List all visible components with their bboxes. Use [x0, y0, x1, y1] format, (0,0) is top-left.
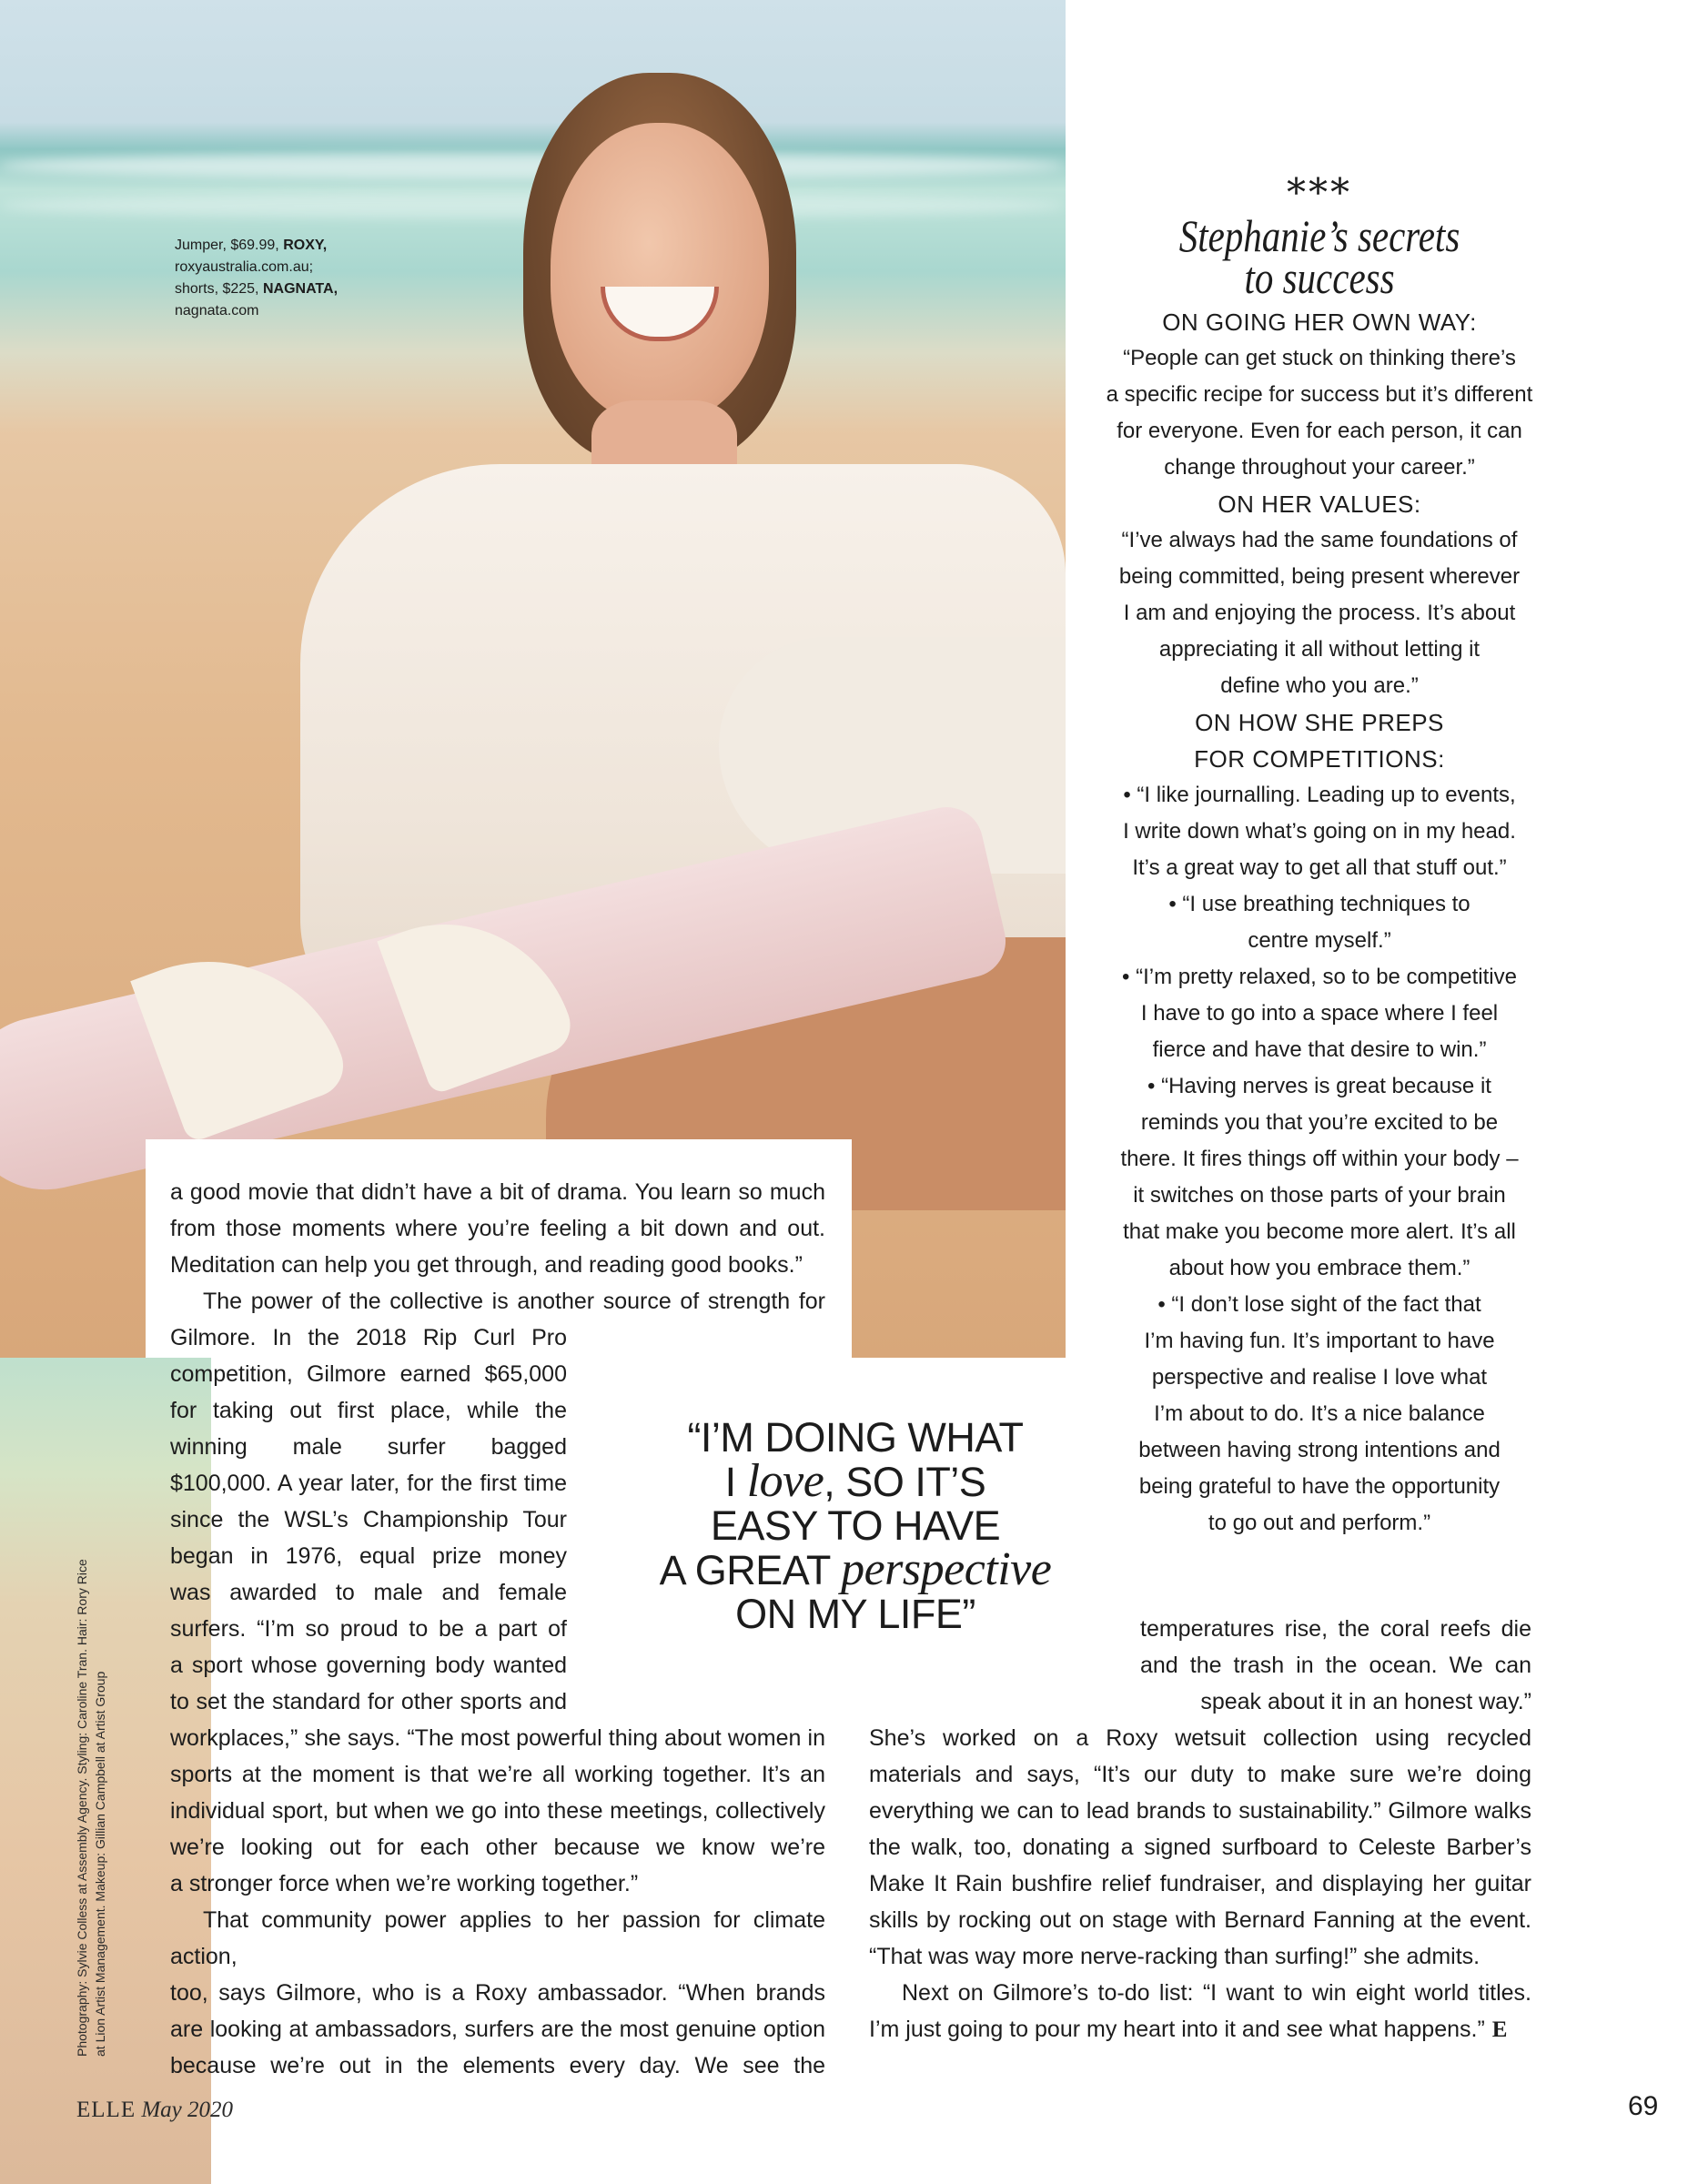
caption-text: roxyaustralia.com.au;: [175, 259, 314, 275]
body-line: a sport whose governing body wanted: [170, 1653, 567, 1678]
pull-quote-line: “I’M DOING WHAT: [687, 1414, 1024, 1461]
sidebar-line: I’m having fun. It’s important to have: [1144, 1329, 1495, 1353]
end-mark: E: [1491, 2017, 1508, 2042]
body-line: individual sport, but when we go into these meetings, collectively: [170, 1798, 825, 1824]
body-line: winning male surfer bagged: [170, 1434, 567, 1460]
sidebar-line: there. It fires things off within your body –: [1120, 1147, 1519, 1171]
sidebar-line: to go out and perform.”: [1208, 1511, 1431, 1535]
model-face: [551, 123, 769, 423]
body-line: a good movie that didn’t have a bit of drama. You learn so much: [170, 1179, 825, 1205]
body-line: materials and says, “It’s our duty to make sure we’re doing: [869, 1762, 1531, 1787]
sidebar-paragraph: [1092, 340, 1547, 486]
sidebar-line: It’s a great way to get all that stuff out.”: [1132, 855, 1507, 880]
body-line: everything we can to lead brands to sustainability.” Gilmore walks: [869, 1798, 1531, 1824]
body-line: Gilmore. In the 2018 Rip Curl Pro: [170, 1325, 567, 1350]
body-line: we’re looking out for each other because we know we’re: [170, 1835, 825, 1860]
caption-brand: ROXY,: [283, 238, 328, 253]
body-line: surfers. “I’m so proud to be a part of: [170, 1616, 567, 1642]
sidebar-line: reminds you that you’re excited to be: [1140, 1110, 1499, 1135]
caption-text: Jumper, $69.99,: [175, 238, 284, 253]
sidebar-line: a specific recipe for success but it’s different: [1106, 382, 1533, 407]
body-line: I’m just going to pour my heart into it and see what happens.” E: [869, 2017, 1508, 2042]
sidebar-line: being committed, being present wherever: [1118, 564, 1521, 589]
body-line: since the WSL’s Championship Tour: [170, 1507, 567, 1532]
body-line: was awarded to male and female: [170, 1580, 567, 1605]
issue-date: May 2020: [141, 2098, 234, 2122]
body-line: temperatures rise, the coral reefs die: [1140, 1616, 1531, 1642]
magazine-brand: ELLE: [76, 2098, 136, 2122]
sidebar-line: I write down what’s going on in my head.: [1123, 819, 1516, 844]
body-column-left-narrow: [170, 1320, 567, 1720]
sidebar-line: I am and enjoying the process. It’s about: [1123, 601, 1516, 625]
sidebar-line: it switches on those parts of your brain: [1133, 1183, 1506, 1208]
sidebar-line: • “I’m pretty relaxed, so to be competitive: [1122, 965, 1517, 989]
sidebar-line: I have to go into a space where I feel: [1140, 1001, 1499, 1026]
body-line: for taking out first place, while the: [170, 1398, 567, 1423]
pull-quote-text: A GREAT: [659, 1547, 842, 1593]
body-line: too, says Gilmore, who is a Roxy ambassador. “When brands: [170, 1980, 825, 2006]
secrets-sidebar: [1092, 170, 1547, 1542]
sidebar-title-line: to success: [1244, 252, 1395, 303]
body-line: sports at the moment is that we’re all working together. It’s an: [170, 1762, 825, 1787]
pull-quote-line: EASY TO HAVE: [710, 1502, 1001, 1549]
sidebar-title: [1133, 210, 1506, 303]
sidebar-line: • “I like journalling. Leading up to events,: [1123, 783, 1516, 807]
body-column-left-top: [170, 1174, 825, 1320]
pull-quote-emphasis: perspective: [841, 1543, 1052, 1595]
pull-quote-line: [655, 1543, 1056, 1595]
body-line: The power of the collective is another source of strength for: [203, 1289, 825, 1314]
photo-credits: [73, 1547, 109, 2057]
sidebar-stars: ***: [1287, 170, 1352, 215]
body-line: That community power applies to her passion for climate action,: [170, 1907, 825, 1969]
body-line: to set the standard for other sports and: [170, 1689, 567, 1714]
pull-quote-text: , SO IT’S: [824, 1459, 986, 1505]
sidebar-line: fierce and have that desire to win.”: [1152, 1037, 1487, 1062]
sidebar-heading-line: FOR COMPETITIONS:: [1194, 745, 1445, 773]
sidebar-heading: [1092, 704, 1547, 777]
body-line: speak about it in an honest way.”: [1200, 1689, 1531, 1714]
caption-brand: NAGNATA,: [262, 281, 339, 297]
body-line: workplaces,” she says. “The most powerful thing about women in: [170, 1725, 825, 1751]
sidebar-line: that make you become more alert. It’s all: [1123, 1219, 1516, 1244]
body-line: a stronger force when we’re working together.”: [170, 1871, 639, 1896]
sidebar-line: perspective and realise I love what: [1151, 1365, 1488, 1390]
body-line: from those moments where you’re feeling a bit down and out.: [170, 1216, 825, 1241]
sidebar-line: between having strong intentions and: [1138, 1438, 1501, 1462]
body-line: began in 1976, equal prize money: [170, 1543, 567, 1569]
sidebar-line: change throughout your career.”: [1164, 455, 1475, 480]
caption-text: nagnata.com: [175, 303, 259, 318]
photo-caption: [175, 235, 393, 322]
wave-foam: [0, 153, 1066, 178]
pull-quote-line: ON MY LIFE”: [735, 1591, 975, 1637]
sidebar-line: “I’ve always had the same foundations of: [1121, 528, 1518, 552]
body-line: the walk, too, donating a signed surfboard to Celeste Barber’s: [869, 1835, 1531, 1860]
sidebar-heading: ON HER VALUES:: [1218, 490, 1421, 518]
sidebar-line: being grateful to have the opportunity: [1138, 1474, 1501, 1499]
sidebar-line: “People can get stuck on thinking there’s: [1123, 346, 1516, 370]
sidebar-line: about how you embrace them.”: [1168, 1256, 1470, 1280]
credits-line: Photography: Sylvie Colless at Assembly Agency. Styling: Caroline Tran. Hair: Rory Rice: [75, 1559, 89, 2057]
pull-quote: [655, 1416, 1056, 1636]
sidebar-heading: ON GOING HER OWN WAY:: [1162, 308, 1477, 336]
folio: [76, 2098, 233, 2123]
body-line: because we’re out in the elements every day. We see the: [170, 2053, 825, 2078]
credits-line: at Lion Artist Management. Makeup: Gillian Campbell at Artist Group: [93, 1671, 107, 2057]
page-number: 69: [1628, 2091, 1659, 2121]
pull-quote-line: [655, 1455, 1056, 1507]
body-line: She’s worked on a Roxy wetsuit collection using recycled: [869, 1725, 1531, 1751]
pull-quote-text: I: [724, 1459, 747, 1505]
sidebar-paragraph: [1092, 522, 1547, 704]
sidebar-line: define who you are.”: [1220, 673, 1419, 698]
sidebar-line: appreciating it all without letting it: [1158, 637, 1481, 662]
sidebar-line: • “I don’t lose sight of the fact that: [1157, 1292, 1481, 1317]
sidebar-line: • “I use breathing techniques to: [1168, 892, 1470, 916]
body-line: $100,000. A year later, for the first time: [170, 1471, 567, 1496]
body-line: competition, Gilmore earned $65,000: [170, 1361, 567, 1387]
body-column-left-bottom: [170, 1720, 825, 2084]
body-line: Make It Rain bushfire relief fundraiser, and displaying her guitar: [869, 1871, 1531, 1896]
body-line: are looking at ambassadors, surfers are the most genuine option: [170, 2017, 825, 2042]
sidebar-line: I’m about to do. It’s a nice balance: [1154, 1401, 1485, 1426]
body-line: “That was way more nerve-racking than surfing!” she admits.: [869, 1944, 1481, 1969]
sidebar-line: • “Having nerves is great because it: [1147, 1074, 1491, 1098]
sidebar-line: centre myself.”: [1248, 928, 1391, 953]
body-column-right: [869, 1720, 1531, 2048]
body-line: Next on Gilmore’s to-do list: “I want to win eight world titles.: [902, 1980, 1531, 2006]
body-column-right-top: [1140, 1611, 1531, 1720]
pull-quote-emphasis: love: [746, 1455, 824, 1507]
body-line: Meditation can help you get through, and reading good books.”: [170, 1252, 803, 1278]
caption-text: shorts, $225,: [175, 281, 263, 297]
sidebar-paragraph: [1092, 777, 1547, 1542]
sidebar-line: for everyone. Even for each person, it can: [1117, 419, 1522, 443]
sidebar-heading-line: ON HOW SHE PREPS: [1195, 709, 1444, 736]
body-line: skills by rocking out on stage with Bernard Fanning at the event.: [869, 1907, 1531, 1933]
body-line: and the trash in the ocean. We can: [1140, 1653, 1531, 1678]
sidebar-title-line: Stephanie’s secrets: [1178, 210, 1460, 261]
